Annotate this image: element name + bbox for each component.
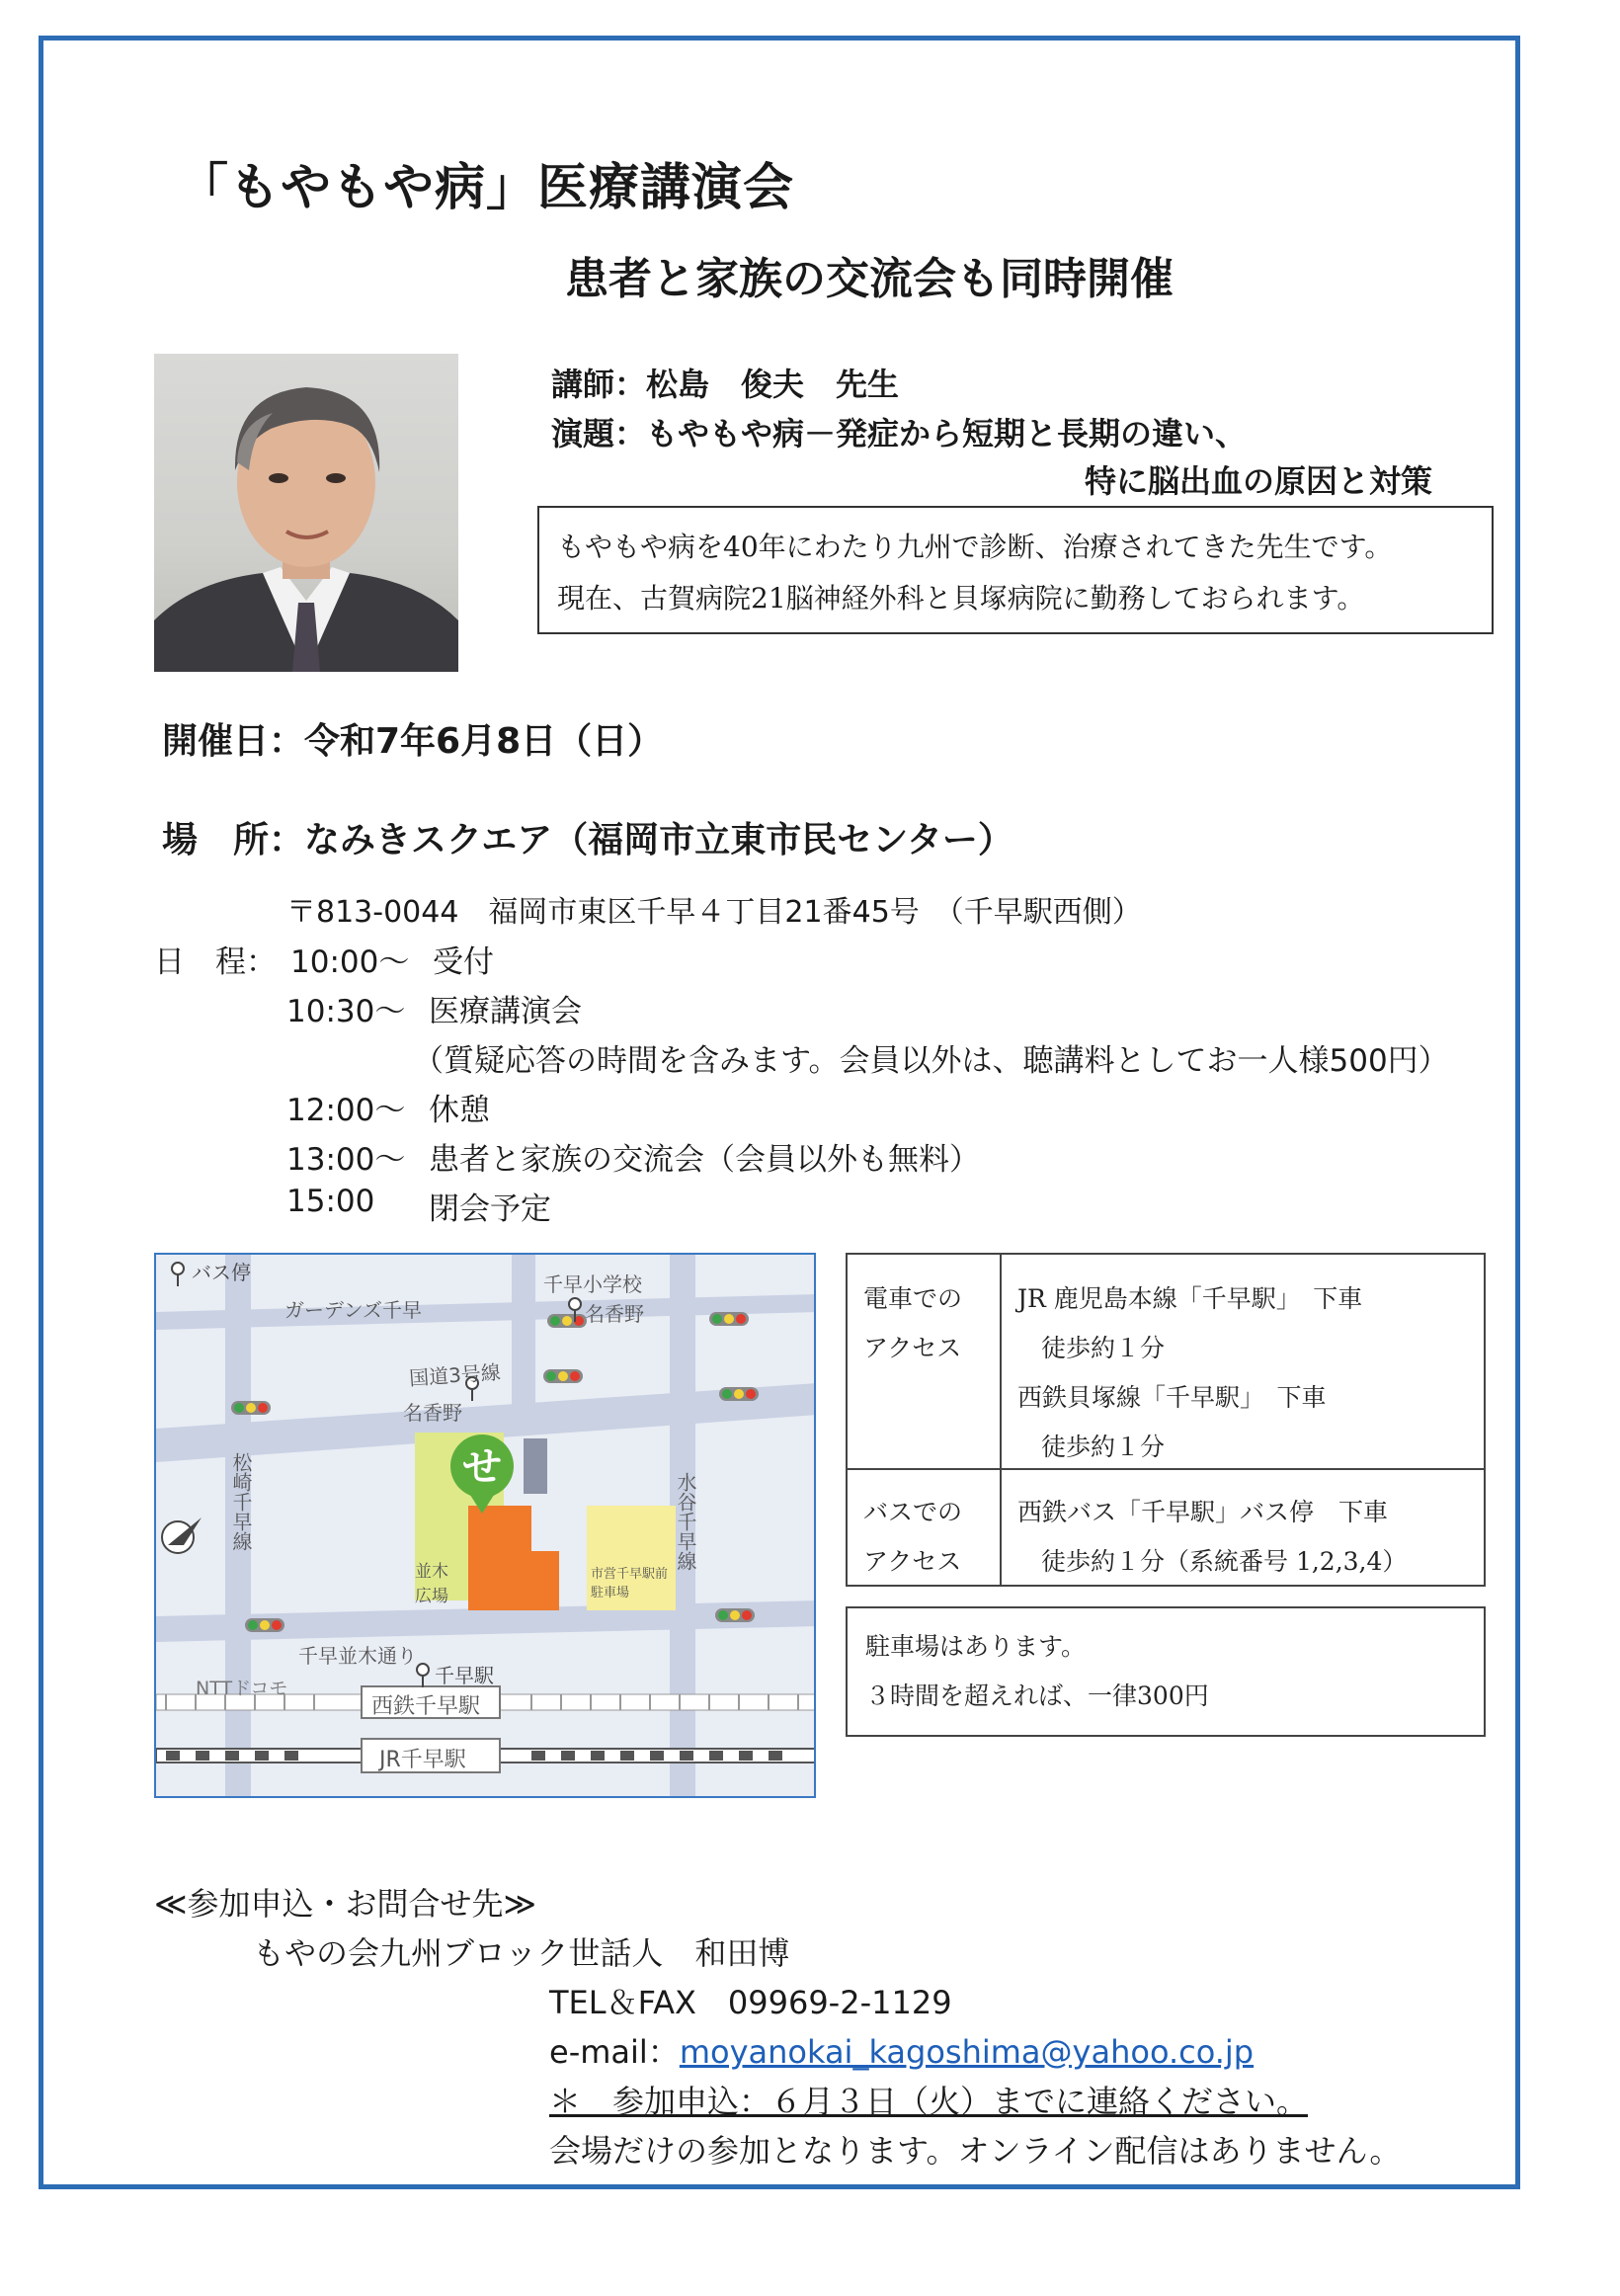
registration-deadline: ＊ 参加申込：６月３日（火）までに連絡ください。 xyxy=(549,2083,1309,2120)
map-label-school: 千早小学校 xyxy=(543,1272,642,1296)
schedule-note: （質疑応答の時間を含みます。会員以外は、聴講料としてお一人様500円） xyxy=(413,1043,1449,1079)
email-label: e-mail： xyxy=(549,2033,680,2071)
venue-address: 〒813-0044 福岡市東区千早４丁目21番45号 （千早駅西側） xyxy=(286,895,1142,930)
map-label-nakano: 名香野 xyxy=(585,1302,644,1326)
map-label-bus-stop: バス停 xyxy=(192,1261,251,1284)
schedule-time: 12:00～ xyxy=(286,1093,406,1128)
train-line: JR 鹿児島本線「千早駅」 下車 xyxy=(1017,1284,1363,1313)
schedule-item: 患者と家族の交流会（会員以外も無料） xyxy=(429,1142,980,1178)
schedule-time: 10:30～ xyxy=(286,994,406,1029)
map-label-route3: 国道3号線 xyxy=(408,1359,502,1391)
bus-line: 西鉄バス「千早駅」バス停 下車 xyxy=(1017,1498,1389,1526)
schedule-time: 13:00～ xyxy=(286,1142,406,1178)
map-label-matsuzaki: 松崎千早線 xyxy=(229,1452,253,1551)
event-venue: 場 所：なみきスクエア（福岡市立東市民センター） xyxy=(162,820,1013,861)
parking-line: ３時間を超えれば、一律300円 xyxy=(865,1681,1209,1710)
portrait-illustration xyxy=(154,354,458,672)
access-table xyxy=(846,1253,1486,1587)
train-access-details xyxy=(1017,1274,1362,1472)
train-line: 西鉄貝塚線「千早駅」 下車 xyxy=(1017,1383,1327,1412)
map-label-parking: 市営千早駅前駐車場 xyxy=(591,1567,669,1600)
schedule-item: 受付 xyxy=(433,944,494,980)
schedule-time: 15:00 xyxy=(286,1184,375,1219)
contact-heading: ≪参加申込・お問合せ先≫ xyxy=(154,1885,537,1923)
train-walk: 徒歩約１分 xyxy=(1041,1433,1166,1461)
schedule-item: 閉会予定 xyxy=(429,1191,551,1227)
train-access-label: 電車での アクセス xyxy=(863,1284,963,1362)
map-label-mizutani: 水谷千早線 xyxy=(674,1472,697,1571)
bus-walk: 徒歩約１分（系統番号 1,2,3,4） xyxy=(1041,1547,1408,1576)
contact-organization: もやの会九州ブロック世話人 和田博 xyxy=(253,1934,790,1972)
map-label-ntt: NTTドコモ xyxy=(196,1678,288,1699)
parking-info xyxy=(846,1606,1486,1737)
lecturer-bio xyxy=(537,506,1494,634)
contact-email-row xyxy=(549,2027,1254,2073)
map-label-jr-station: JR千早駅 xyxy=(379,1748,466,1772)
topic-line-2: 特に脳出血の原因と対策 xyxy=(1085,462,1433,500)
train-walk: 徒歩約１分 xyxy=(1041,1334,1166,1362)
map-label-nishitetsu-station: 西鉄千早駅 xyxy=(371,1694,481,1719)
schedule-item: 休憩 xyxy=(429,1093,490,1128)
map-label-namiki-street: 千早並木通り xyxy=(298,1644,417,1668)
schedule-item: 医療講演会 xyxy=(429,994,582,1029)
bus-access-label: バスでの アクセス xyxy=(863,1498,963,1576)
attendance-note: 会場だけの参加となります。オンライン配信はありません。 xyxy=(549,2132,1402,2170)
map-label-namiki-park: 並木広場 xyxy=(415,1562,448,1606)
venue-map xyxy=(154,1253,816,1798)
svg-text:せ: せ xyxy=(462,1444,502,1490)
bio-line: もやもや病を40年にわたり九州で診断、治療されてきた先生です。 xyxy=(557,531,1393,563)
lecturer-name: 講師：松島 俊夫 先生 xyxy=(551,366,900,403)
contact-tel: TEL＆FAX 09969-2-1129 xyxy=(549,1984,952,2021)
event-date: 開催日：令和7年6月8日（日） xyxy=(162,721,664,762)
map-label-nakano-2: 名香野 xyxy=(403,1401,462,1425)
topic-line-1: 演題：もやもや病－発症から短期と長期の違い、 xyxy=(551,415,1248,452)
event-title: 「もやもや病」医療講演会 xyxy=(178,159,795,217)
schedule-time: 10:00～ xyxy=(290,944,410,980)
email-link[interactable]: moyanokai_kagoshima@yahoo.co.jp xyxy=(679,2033,1255,2071)
map-label-gardens: ガーデンズ千早 xyxy=(284,1298,422,1322)
bus-access-details xyxy=(1017,1488,1407,1587)
map-label-chihaya-bus: 千早駅 xyxy=(435,1664,494,1687)
schedule-label: 日 程： xyxy=(154,944,277,980)
parking-line: 駐車場はあります。 xyxy=(865,1632,1087,1661)
event-subtitle: 患者と家族の交流会も同時開催 xyxy=(565,254,1174,304)
bio-line: 現在、古賀病院21脳神経外科と貝塚病院に勤務しておられます。 xyxy=(557,582,1365,615)
lecturer-photo xyxy=(154,354,458,672)
